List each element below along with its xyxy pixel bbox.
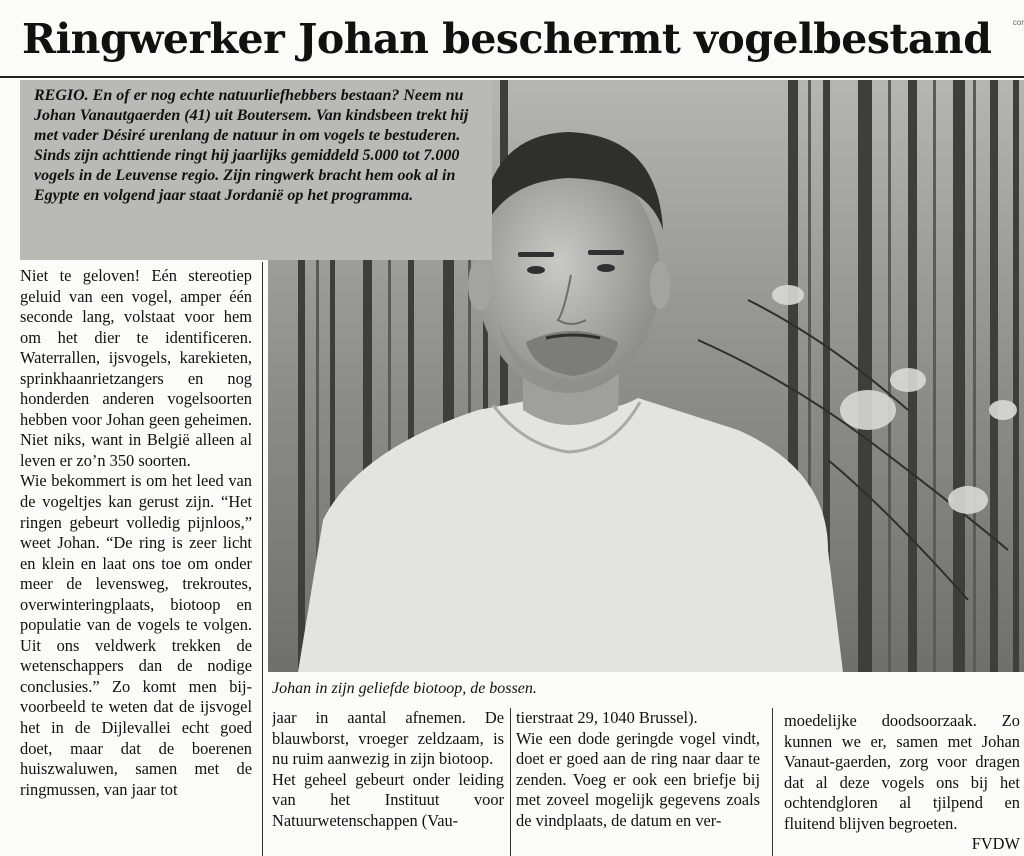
photo-caption: Johan in zijn geliefde biotoop, de bossen. (272, 680, 537, 697)
body-column-3 (516, 708, 760, 856)
author-signature: FVDW (971, 834, 1020, 854)
body-paragraph: tierstraat 29, 1040 Brussel). (516, 708, 698, 727)
page-corner-mark: cor (1012, 18, 1024, 27)
article-headline: Ringwerker Johan beschermt vogelbestand (22, 15, 992, 63)
column-divider (772, 708, 773, 856)
body-paragraph: jaar in aantal afnemen. De blauwborst, vroeger zeldzaam, is nu ruim aanwezig in zijn biotoop. (272, 708, 504, 769)
body-paragraph: moedelijke doodsoorzaak. Zo kunnen we er, samen met Johan Vanaut-gaerden, zorg voor dragen dat al deze vogels ons bij het ochtendgloren al tjilpend en fluitend blijven begroeten. (784, 711, 1020, 833)
intro-box: REGIO. En of er nog echte natuurliefhebbers bestaan? Neem nu Johan Vanautgaerden (41) uit Boutersem. Van kindsbeen trekt hij met vader Désiré urenlang de natuur in om vogels te bestuderen. Sinds zijn achttiende ringt hij jaarlijks gemiddeld 5.000 tot 7.000 vogels in de Leuvense regio. Zijn ringwerk bracht hem ook al in Egypte en volgend jaar staat Jordanië op het programma. (20, 80, 492, 260)
body-column-4 (784, 711, 1020, 856)
headline-rule (0, 76, 1024, 78)
body-paragraph: Niet te geloven! Eén stereotiep geluid van een vogel, amper één seconde lang, volstaat voor hem om het dier te identificeren. Waterrallen, ijsvogels, karekieten, sprinkhaanrietzangers en nog honderden anderen vogelsoorten hebben voor Johan geen geheimen. Niet niks, want in België alleen al leven er zo’n 350 soorten. (20, 266, 252, 470)
body-column-1 (20, 266, 252, 856)
body-paragraph: Wie bekommert is om het leed van de vogeltjes kan gerust zijn. “Het ringen gebeurt volledig pijnloos,” weet Johan. “De ring is zeer licht en klein en laat ons toe om onder meer de levensweg, trekroutes, overwinteringplaats, biotoop en populatie van de vogels te volgen. Uit ons veldwerk trekken de wetenschappers dan de nodige conclusies.” Zo komt men bijvoorbeeld te weten dat de ijsvogel het in de Dijlevallei echt goed doet, maar dat de boerenen huiszwaluwen, samen met de ringmussen, van jaar tot (20, 471, 252, 799)
column-divider (262, 262, 263, 856)
column-divider (510, 708, 511, 856)
body-paragraph: Het geheel gebeurt onder leiding van het Instituut voor Natuurwetenschappen (Vau- (272, 769, 504, 830)
body-paragraph: Wie een dode geringde vogel vindt, doet er goed aan de ring naar daar te zenden. Voeg er ook een briefje bij met zoveel mogelijk gegevens zoals de vindplaats, de datum en ver- (516, 728, 760, 830)
body-column-2 (272, 708, 504, 856)
